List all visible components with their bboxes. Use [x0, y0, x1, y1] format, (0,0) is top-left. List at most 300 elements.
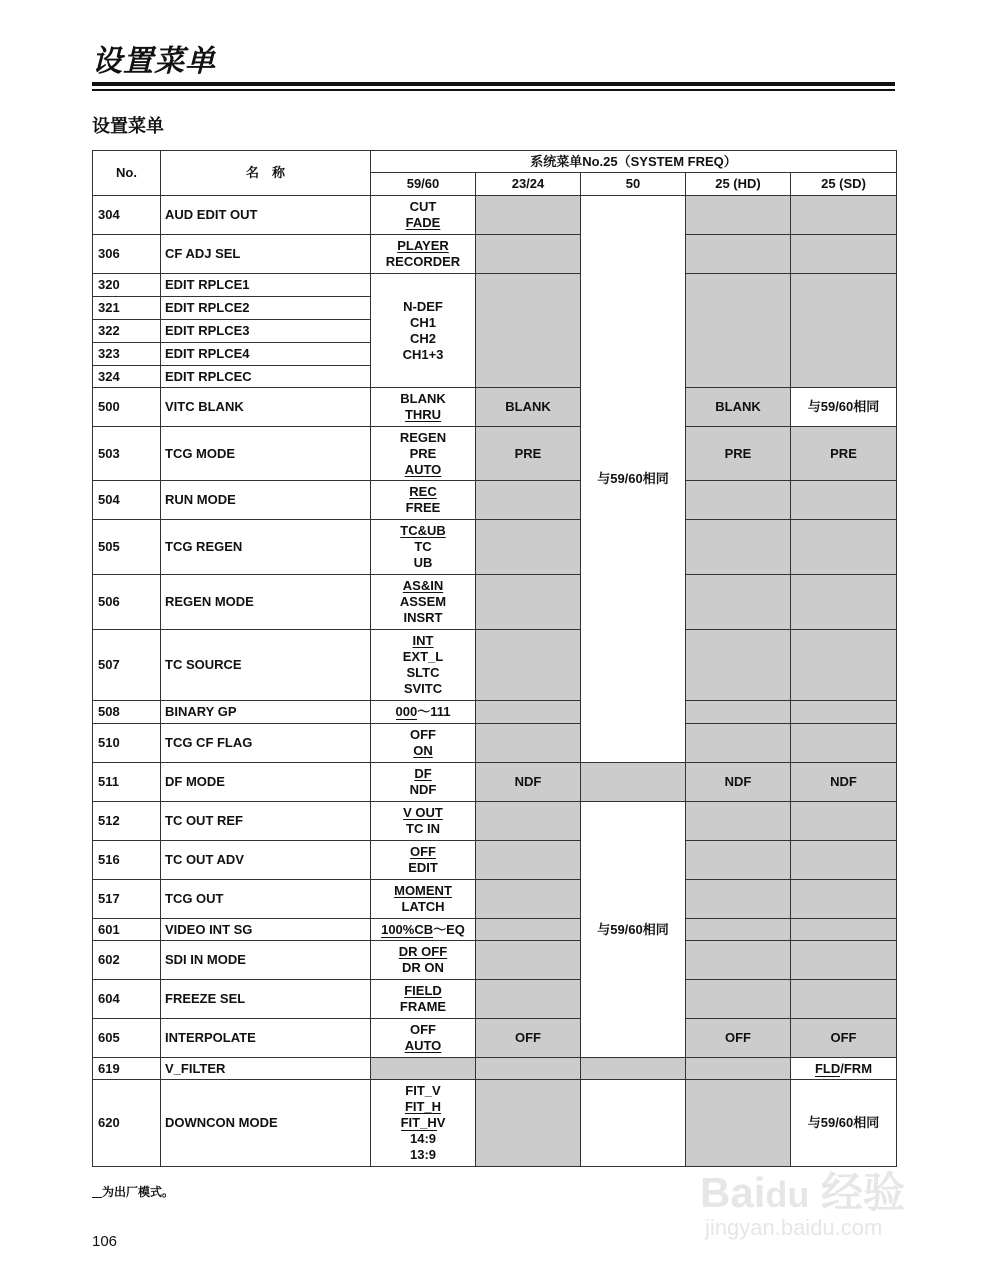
option-line	[371, 523, 475, 539]
option-line	[371, 555, 475, 571]
value-2324	[476, 980, 581, 1019]
option-text: 与59/60相同	[597, 471, 669, 486]
options-5960	[371, 427, 476, 481]
item-number: 601	[93, 919, 161, 941]
item-number: 505	[93, 520, 161, 575]
option-text: NDF	[409, 782, 437, 797]
option-text: AS&IN	[402, 578, 444, 593]
table-row	[93, 196, 897, 235]
value-line	[686, 399, 790, 415]
value-line	[686, 446, 790, 462]
value-25sd	[791, 274, 897, 388]
item-name: TC OUT ADV	[161, 841, 371, 880]
option-text: BLANK	[400, 391, 446, 406]
value-25sd	[791, 235, 897, 274]
value-25sd	[791, 841, 897, 880]
option-text: FRAME	[399, 999, 447, 1014]
value-25hd	[686, 196, 791, 235]
option-line	[371, 484, 475, 500]
item-name: V_FILTER	[161, 1058, 371, 1080]
option-text: AUTO	[404, 461, 442, 477]
item-name: CF ADJ SEL	[161, 235, 371, 274]
item-name: EDIT RPLCEC	[161, 366, 371, 388]
item-number: 506	[93, 575, 161, 630]
option-line	[371, 766, 475, 782]
value-25sd	[791, 941, 897, 980]
option-text: INT	[412, 633, 434, 648]
option-text: TC&UB	[400, 523, 446, 538]
options-5960	[371, 575, 476, 630]
options-5960	[371, 841, 476, 880]
value-line	[686, 1030, 790, 1046]
option-text: CH1	[409, 314, 436, 330]
option-text: FIT_H	[404, 1099, 442, 1114]
option-text: 100%CB～EQ	[381, 921, 465, 937]
option-text: FADE	[405, 215, 441, 230]
option-line	[371, 983, 475, 999]
options-5960	[371, 274, 476, 388]
option-text: REGEN	[399, 429, 447, 445]
option-text: ON	[413, 743, 433, 758]
item-name: REGEN MODE	[161, 575, 371, 630]
option-line	[371, 254, 475, 270]
options-5960	[371, 196, 476, 235]
item-number: 508	[93, 701, 161, 724]
item-name: EDIT RPLCE4	[161, 343, 371, 366]
item-number: 604	[93, 980, 161, 1019]
header-freq-25sd: 25 (SD)	[791, 173, 897, 196]
item-number: 304	[93, 196, 161, 235]
value-25sd	[791, 980, 897, 1019]
options-5960	[371, 388, 476, 427]
option-text: PRE	[514, 445, 542, 461]
value-25hd	[686, 235, 791, 274]
value-2324	[476, 841, 581, 880]
item-number: 511	[93, 763, 161, 802]
value-25hd	[686, 274, 791, 388]
value-line	[791, 774, 896, 790]
option-text: OFF	[515, 1030, 541, 1045]
header-name: 名 称	[161, 151, 371, 196]
option-text: OFF	[410, 844, 436, 859]
options-5960	[371, 880, 476, 919]
options-5960	[371, 1080, 476, 1167]
table-row	[93, 980, 897, 1019]
option-text: 与59/60相同	[597, 921, 669, 937]
option-line	[371, 821, 475, 837]
option-line	[371, 899, 475, 915]
option-text: PRE	[830, 445, 857, 461]
page-title: 设置菜单	[92, 45, 216, 78]
value-25sd	[791, 196, 897, 235]
option-text: AUTO	[404, 1038, 442, 1053]
value-25hd	[686, 880, 791, 919]
option-line	[371, 430, 475, 446]
option-text: FIT_V	[405, 1083, 441, 1098]
options-5960	[371, 1058, 476, 1080]
option-text: SVITC	[403, 681, 443, 696]
option-line	[371, 578, 475, 594]
value-25hd	[686, 575, 791, 630]
option-line	[371, 462, 475, 478]
option-line	[371, 500, 475, 516]
item-number: 507	[93, 630, 161, 701]
option-text: OFF	[725, 1030, 751, 1045]
item-number: 620	[93, 1080, 161, 1167]
table-row	[93, 941, 897, 980]
item-number: 504	[93, 481, 161, 520]
option-text: CH2	[409, 330, 436, 346]
header-freq-5960: 59/60	[371, 173, 476, 196]
value-2324	[476, 630, 581, 701]
item-name: EDIT RPLCE2	[161, 297, 371, 320]
value-25hd	[686, 1080, 791, 1167]
section-heading: 设置菜单	[92, 116, 164, 136]
value-2324	[476, 701, 581, 724]
options-5960	[371, 481, 476, 520]
value-25sd	[791, 880, 897, 919]
table-row	[93, 630, 897, 701]
options-5960	[371, 941, 476, 980]
value-25hd	[686, 1058, 791, 1080]
option-text: PRE	[409, 445, 437, 461]
value-2324	[476, 941, 581, 980]
value-25sd	[791, 701, 897, 724]
option-text: 与59/60相同	[807, 1115, 880, 1130]
header-system-freq: 系统菜单No.25（SYSTEM FREQ）	[371, 151, 897, 173]
value-line	[791, 1061, 896, 1077]
default-underline	[396, 719, 418, 720]
value-25sd	[791, 1080, 897, 1167]
table-row	[93, 481, 897, 520]
option-text: BLANK	[505, 399, 551, 414]
option-line	[371, 805, 475, 821]
option-text: 000～111	[395, 704, 451, 719]
options-5960	[371, 763, 476, 802]
option-line	[371, 391, 475, 407]
option-line	[371, 1022, 475, 1038]
watermark-url: jingyan.baidu.com	[705, 1215, 883, 1240]
table-row	[93, 802, 897, 841]
value-line	[791, 1115, 896, 1131]
option-text: PLAYER	[397, 238, 449, 253]
header-freq-50: 50	[581, 173, 686, 196]
table-row	[93, 919, 897, 941]
option-text: THRU	[404, 407, 442, 422]
header-freq-25hd: 25 (HD)	[686, 173, 791, 196]
value-2324	[476, 1058, 581, 1080]
value-2324	[476, 575, 581, 630]
option-line	[371, 782, 475, 798]
value-25hd	[686, 841, 791, 880]
value-2324	[476, 919, 581, 941]
item-name: EDIT RPLCE1	[161, 274, 371, 297]
item-name: DOWNCON MODE	[161, 1080, 371, 1167]
table-row	[93, 388, 897, 427]
value-25sd	[791, 427, 897, 481]
option-line	[371, 743, 475, 759]
value-2324	[476, 763, 581, 802]
option-line	[371, 633, 475, 649]
option-line	[371, 347, 475, 363]
option-line	[371, 315, 475, 331]
options-5960	[371, 235, 476, 274]
value-25hd	[686, 481, 791, 520]
option-line	[371, 1099, 475, 1115]
item-name: VIDEO INT SG	[161, 919, 371, 941]
item-name: TCG MODE	[161, 427, 371, 481]
option-line	[371, 681, 475, 697]
value-2324	[476, 388, 581, 427]
option-line	[371, 944, 475, 960]
option-text: TC IN	[406, 821, 440, 836]
item-number: 512	[93, 802, 161, 841]
title-rule-thick	[92, 82, 895, 86]
options-5960	[371, 919, 476, 941]
table-row	[93, 274, 897, 297]
item-number: 500	[93, 388, 161, 427]
option-text: PRE	[724, 445, 752, 461]
value-line	[686, 774, 790, 790]
item-name: TC SOURCE	[161, 630, 371, 701]
item-name: VITC BLANK	[161, 388, 371, 427]
value-25sd	[791, 802, 897, 841]
value-25sd	[791, 481, 897, 520]
value-25hd	[686, 630, 791, 701]
value-line	[791, 1030, 896, 1046]
default-underline	[381, 937, 433, 938]
option-text: FLD/FRM	[814, 1060, 873, 1076]
option-text: 14:9	[409, 1131, 437, 1146]
option-line	[371, 860, 475, 876]
page-number: 106	[92, 1233, 118, 1250]
value-2324	[476, 196, 581, 235]
option-text: DR OFF	[398, 944, 448, 959]
option-text: ASSEM	[399, 594, 447, 609]
option-line	[371, 883, 475, 899]
options-5960	[371, 1019, 476, 1058]
option-text: OFF	[410, 1022, 436, 1037]
value-25sd	[791, 1019, 897, 1058]
option-line	[371, 665, 475, 681]
item-number: 516	[93, 841, 161, 880]
option-line	[371, 1131, 475, 1147]
item-number: 605	[93, 1019, 161, 1058]
option-line	[371, 960, 475, 976]
value-line	[476, 1030, 580, 1046]
value-25sd	[791, 919, 897, 941]
table-row	[93, 520, 897, 575]
value-2324	[476, 427, 581, 481]
option-text: BLANK	[715, 399, 761, 414]
option-text: V OUT	[403, 805, 443, 820]
value-25hd	[686, 388, 791, 427]
option-text: DR ON	[402, 960, 444, 975]
options-5960	[371, 701, 476, 724]
item-number: 503	[93, 427, 161, 481]
option-line	[371, 610, 475, 626]
option-text: OFF	[830, 1030, 857, 1045]
option-line	[371, 539, 475, 555]
value-50	[581, 1080, 686, 1167]
item-name: EDIT RPLCE3	[161, 320, 371, 343]
item-number: 321	[93, 297, 161, 320]
item-number: 517	[93, 880, 161, 919]
option-line	[371, 844, 475, 860]
option-line	[371, 446, 475, 462]
option-text: SLTC	[406, 665, 440, 680]
value-25hd	[686, 520, 791, 575]
option-line	[371, 704, 475, 720]
option-text: FIT_HV	[400, 1115, 446, 1130]
table-row	[93, 1058, 897, 1080]
value-line	[791, 446, 896, 462]
option-text: NDF	[830, 774, 857, 789]
option-line	[371, 199, 475, 215]
option-line	[371, 922, 475, 938]
value-50	[581, 196, 686, 763]
option-line	[371, 999, 475, 1015]
value-25sd	[791, 724, 897, 763]
option-text: N-DEF	[403, 298, 443, 314]
value-2324	[476, 802, 581, 841]
option-text: FREE	[405, 500, 441, 515]
option-text: INSRT	[403, 610, 443, 625]
options-5960	[371, 520, 476, 575]
option-line	[371, 1115, 475, 1131]
item-name: TCG OUT	[161, 880, 371, 919]
options-5960	[371, 724, 476, 763]
table-row	[93, 763, 897, 802]
value-25hd	[686, 980, 791, 1019]
value-25hd	[686, 763, 791, 802]
option-line	[371, 649, 475, 665]
header-freq-2324: 23/24	[476, 173, 581, 196]
value-25sd	[791, 763, 897, 802]
item-name: BINARY GP	[161, 701, 371, 724]
table-row	[93, 841, 897, 880]
value-2324	[476, 1080, 581, 1167]
item-number: 306	[93, 235, 161, 274]
option-line	[371, 1083, 475, 1099]
option-line	[371, 594, 475, 610]
table-row	[93, 1019, 897, 1058]
value-25sd	[791, 630, 897, 701]
option-line	[371, 331, 475, 347]
header-no: No.	[93, 151, 161, 196]
watermark-logo: Baidu 经验	[700, 1169, 906, 1216]
underline-marker	[92, 1185, 102, 1199]
options-5960	[371, 630, 476, 701]
option-text: 13:9	[409, 1147, 437, 1162]
table-row	[93, 1080, 897, 1167]
table-row	[93, 575, 897, 630]
item-number: 322	[93, 320, 161, 343]
option-text: FIELD	[404, 983, 442, 998]
item-name: AUD EDIT OUT	[161, 196, 371, 235]
item-number: 323	[93, 343, 161, 366]
option-text: EDIT	[408, 860, 438, 875]
option-line	[371, 1147, 475, 1163]
item-name: RUN MODE	[161, 481, 371, 520]
item-name: TCG REGEN	[161, 520, 371, 575]
default-underline	[815, 1076, 840, 1077]
item-name: TC OUT REF	[161, 802, 371, 841]
option-text: LATCH	[401, 899, 445, 914]
value-50	[581, 1058, 686, 1080]
item-name: INTERPOLATE	[161, 1019, 371, 1058]
options-5960	[371, 980, 476, 1019]
value-2324	[476, 481, 581, 520]
value-25hd	[686, 802, 791, 841]
option-text: DF	[414, 766, 432, 781]
value-25sd	[791, 388, 897, 427]
options-5960	[371, 802, 476, 841]
value-line	[476, 774, 580, 790]
option-text: RECORDER	[385, 254, 461, 269]
option-text: CH1+3	[402, 346, 444, 362]
value-25sd	[791, 575, 897, 630]
value-2324	[476, 1019, 581, 1058]
value-25hd	[686, 701, 791, 724]
item-number: 602	[93, 941, 161, 980]
table-row	[93, 701, 897, 724]
item-number: 324	[93, 366, 161, 388]
value-25hd	[686, 427, 791, 481]
option-text: NDF	[514, 774, 542, 789]
option-text: 与59/60相同	[807, 399, 880, 414]
table-row	[93, 724, 897, 763]
option-text: REC	[409, 484, 437, 499]
value-line	[476, 399, 580, 415]
item-name: DF MODE	[161, 763, 371, 802]
option-text: UB	[413, 555, 433, 570]
option-line	[371, 215, 475, 231]
item-name: FREEZE SEL	[161, 980, 371, 1019]
value-2324	[476, 520, 581, 575]
value-2324	[476, 724, 581, 763]
value-50	[581, 763, 686, 802]
option-line	[371, 238, 475, 254]
settings-menu-table	[92, 150, 897, 1167]
value-25hd	[686, 724, 791, 763]
item-name: SDI IN MODE	[161, 941, 371, 980]
option-line	[371, 407, 475, 423]
item-name: TCG CF FLAG	[161, 724, 371, 763]
item-number: 320	[93, 274, 161, 297]
value-2324	[476, 274, 581, 388]
value-50	[581, 802, 686, 1058]
option-line	[371, 299, 475, 315]
table-row	[93, 427, 897, 481]
value-25hd	[686, 941, 791, 980]
item-number: 619	[93, 1058, 161, 1080]
value-25sd	[791, 1058, 897, 1080]
option-text: TC	[414, 539, 432, 554]
table-row	[93, 880, 897, 919]
table-row	[93, 235, 897, 274]
option-text: MOMENT	[394, 883, 452, 898]
option-text: CUT	[409, 199, 437, 214]
option-text: NDF	[724, 774, 752, 789]
option-line	[371, 727, 475, 743]
footnote	[92, 1183, 174, 1200]
value-2324	[476, 880, 581, 919]
value-25hd	[686, 1019, 791, 1058]
title-rule-thin	[92, 89, 895, 91]
value-2324	[476, 235, 581, 274]
value-line	[476, 446, 580, 462]
